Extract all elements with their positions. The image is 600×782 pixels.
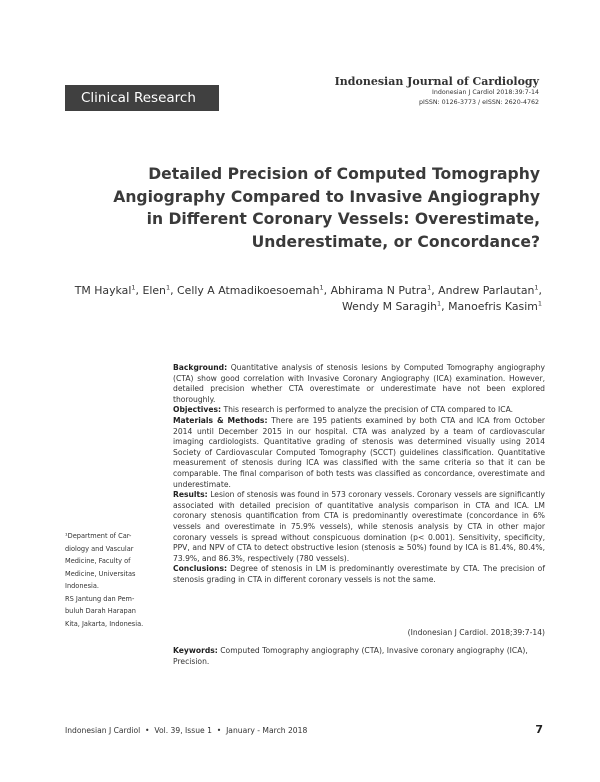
author-name: Elen [142, 284, 166, 297]
author-separator: , [441, 300, 449, 313]
author-name: TM Haykal [74, 284, 132, 297]
author-name: Celly A Atmadikoesoemah [177, 284, 320, 297]
affiliation-line: diology and Vascular [65, 544, 134, 553]
author-separator: , [170, 284, 178, 297]
background-label: Background: [173, 363, 228, 372]
author-affiliation-mark: 1 [534, 283, 539, 292]
results-label: Results: [173, 490, 208, 500]
article-title [100, 163, 540, 253]
affiliation-line: Medicine, Universitas [65, 569, 136, 578]
background-text: Quantitative analysis of stenosis lesions by Computed Tomography angiography (CTA) show good correlation with Invasive Coronary Angiography (ICA) examination. However, detailed precision whether CTA overestimate or underestimate have not been explored thoroughly. [173, 363, 545, 404]
footer-text: Indonesian J Cardiol • Vol. 39, Issue 1 • January - March 2018 [65, 726, 308, 735]
keywords-label: Keywords: [173, 646, 218, 655]
section-banner: Clinical Research [65, 85, 219, 111]
author-name: Abhirama N Putra [330, 284, 428, 297]
objectives-text: This research is performed to analyze the precision of CTA compared to ICA. [223, 405, 514, 415]
objectives-label: Objectives: [173, 405, 222, 415]
abstract-results [173, 490, 545, 564]
conclusions-label: Conclusions: [173, 564, 228, 574]
abstract-background [173, 363, 545, 405]
abstract-methods [173, 416, 545, 490]
article-citation: (Indonesian J Cardiol. 2018;39:7-14) [407, 628, 545, 637]
author-line-1 [52, 283, 542, 299]
abstract [173, 363, 545, 585]
affiliation-line: Medicine, Faculty of [65, 557, 131, 565]
abstract-objectives [173, 405, 545, 416]
affiliation-line: RS Jantung dan Pem- [65, 594, 135, 603]
affiliation-line: ¹Department of Car- [65, 532, 132, 540]
author-separator: , [323, 284, 331, 297]
author-name: Manoefris Kasim [448, 300, 538, 313]
page-number: 7 [535, 723, 543, 736]
affiliation-line: Indonesia. [65, 582, 99, 590]
results-text: Lesion of stenosis was found in 573 coronary vessels. Coronary vessels are significantly associated with detailed precision of quantitative analysis comparison in CTA and ICA. LM coronary stenosis quantification from CTA is predominantly overestimate (concordance in 6% vessels and overestimate in 75.9% vessels), while stenosis analysis by CTA in other major coronary vessels is spread without conspicuous domination (p< 0.001). Sensitivity, specificity, PPV, and NPV of CTA to detect obstructive lesion (stenosis ≥ 50%) found by ICA is 81.4%, 80.4%, 73.9%, and 86.3%, respectively (780 vessels). [173, 490, 545, 563]
keywords-text: Computed Tomography angiography (CTA), Invasive coronary angiography (ICA), Precision. [173, 646, 528, 666]
author-name: Andrew Parlautan [438, 284, 535, 297]
author-separator: , [135, 284, 143, 297]
journal-issn-line: pISSN: 0126-3773 / eISSN: 2620-4762 [418, 99, 539, 106]
title-line: in Different Coronary Vessels: Overestimate, [146, 210, 540, 228]
author-affiliation-mark: 1 [427, 283, 432, 292]
journal-name: Indonesian Journal of Cardiology [334, 75, 539, 88]
author-affiliation-mark: 1 [165, 283, 171, 292]
affiliation-note [65, 530, 157, 630]
author-affiliation-mark: 1 [319, 283, 324, 292]
journal-citation-line: Indonesian J Cardiol 2018:39:7-14 [432, 89, 539, 96]
author-separator: , [538, 284, 542, 297]
keywords [173, 646, 545, 667]
author-affiliation-mark: 1 [131, 283, 136, 292]
affiliation-line: Kita, Jakarta, Indonesia. [65, 619, 144, 628]
title-line: Angiography Compared to Invasive Angiography [113, 187, 540, 206]
author-affiliation-mark: 1 [437, 299, 442, 308]
abstract-conclusions [173, 564, 545, 585]
author-name: Wendy M Saragih [342, 300, 438, 313]
methods-text: There are 195 patients examined by both CTA and ICA from October 2014 until December 2015 in our hospital. CTA was analyzed by a team of cardiovascular imaging cardiologists. Quantitative grading of stenosis was determined visually using 2014 Society of Cardiovascular Computed Tomography (SCCT) guidelines classification. Quantitative measurement of stenosis during ICA was classified with the same criteria so that it can be comparable. The final comparison of both tests was classified as concordance, overestimate and underestimate. [173, 415, 545, 489]
author-line-2 [52, 299, 542, 315]
methods-label: Materials & Methods: [173, 415, 268, 425]
title-line: Underestimate, or Concordance? [251, 232, 540, 251]
affiliation-line: buluh Darah Harapan [65, 607, 136, 615]
author-list [52, 283, 542, 315]
author-separator: , [431, 284, 439, 297]
title-line: Detailed Precision of Computed Tomography [148, 165, 540, 183]
author-affiliation-mark: 1 [537, 299, 542, 308]
conclusions-text: Degree of stenosis in LM is predominantly overestimate by CTA. The precision of stenosis grading in CTA in different coronary vessels is not the same. [173, 564, 545, 584]
